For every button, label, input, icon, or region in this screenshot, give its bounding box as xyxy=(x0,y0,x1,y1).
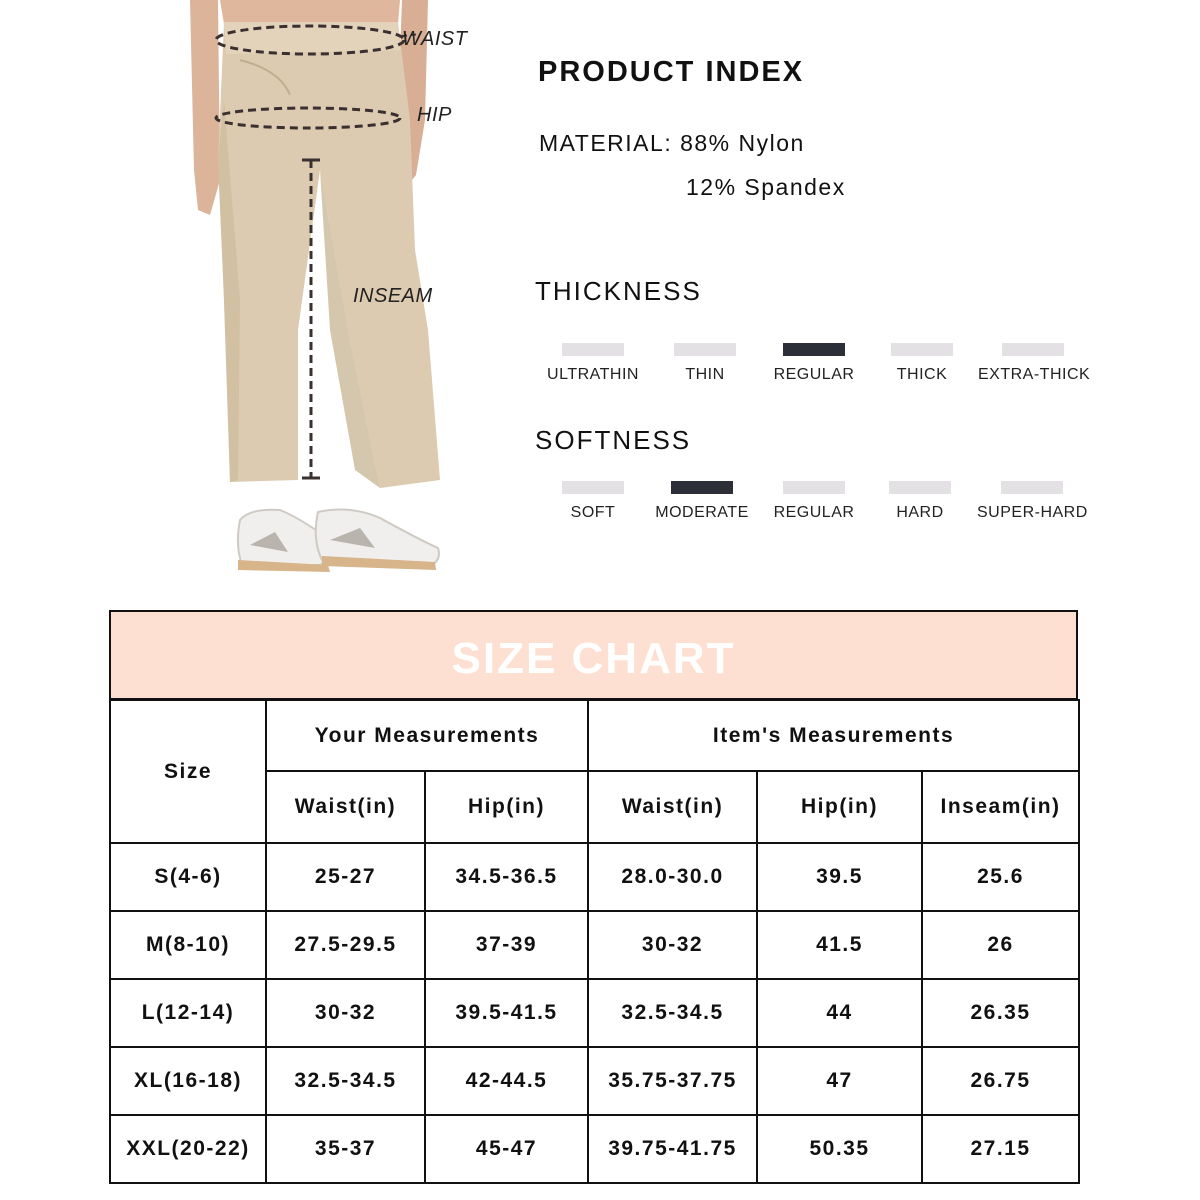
thickness-label: THIN xyxy=(685,366,725,383)
hip-label: HIP xyxy=(417,104,452,126)
table-cell: 47 xyxy=(757,1047,922,1115)
softness-label: SUPER-HARD xyxy=(977,504,1088,521)
table-cell: 37-39 xyxy=(425,911,588,979)
table-cell: 30-32 xyxy=(588,911,757,979)
thickness-option xyxy=(867,343,977,384)
pants-illustration xyxy=(180,0,500,580)
size-cell: L(12-14) xyxy=(110,979,266,1047)
thickness-option xyxy=(538,343,648,384)
thickness-bar xyxy=(562,343,624,356)
table-cell: 25-27 xyxy=(266,843,425,911)
table-cell: 44 xyxy=(757,979,922,1047)
table-cell: 42-44.5 xyxy=(425,1047,588,1115)
thickness-scale xyxy=(538,343,1091,403)
softness-scale xyxy=(538,481,1088,541)
softness-bar xyxy=(783,481,845,494)
table-cell: 35.75-37.75 xyxy=(588,1047,757,1115)
softness-option xyxy=(865,481,975,522)
thickness-option xyxy=(650,343,760,384)
softness-option xyxy=(977,481,1087,522)
item-measurements-header: Item's Measurements xyxy=(588,700,1079,771)
softness-option xyxy=(647,481,757,522)
your-measurements-header: Your Measurements xyxy=(266,700,588,771)
size-cell: XXL(20-22) xyxy=(110,1115,266,1183)
thickness-bar xyxy=(891,343,953,356)
column-header: Waist(in) xyxy=(266,771,425,843)
thickness-label: EXTRA-THICK xyxy=(978,366,1091,383)
table-cell: 45-47 xyxy=(425,1115,588,1183)
table-row xyxy=(110,911,1079,979)
thickness-label: ULTRATHIN xyxy=(547,366,639,383)
thickness-label: REGULAR xyxy=(773,366,855,383)
table-cell: 26.35 xyxy=(922,979,1079,1047)
size-chart-table xyxy=(109,699,1080,1184)
thickness-label: THICK xyxy=(896,366,948,383)
table-cell: 39.5 xyxy=(757,843,922,911)
softness-label: SOFT xyxy=(570,504,616,521)
material-line-1: MATERIAL: 88% Nylon xyxy=(539,130,805,156)
size-chart xyxy=(109,610,1078,1176)
inseam-label: INSEAM xyxy=(353,285,433,307)
product-model-image xyxy=(180,0,500,580)
column-header: Inseam(in) xyxy=(922,771,1079,843)
waist-label: WAIST xyxy=(402,28,468,50)
table-cell: 34.5-36.5 xyxy=(425,843,588,911)
table-cell: 27.15 xyxy=(922,1115,1079,1183)
table-row xyxy=(110,843,1079,911)
table-cell: 50.35 xyxy=(757,1115,922,1183)
table-cell: 25.6 xyxy=(922,843,1079,911)
table-cell: 32.5-34.5 xyxy=(266,1047,425,1115)
softness-bar xyxy=(889,481,951,494)
softness-label: REGULAR xyxy=(773,504,855,521)
thickness-option xyxy=(759,343,869,384)
size-cell: M(8-10) xyxy=(110,911,266,979)
table-cell: 30-32 xyxy=(266,979,425,1047)
size-column-header: Size xyxy=(110,700,266,843)
softness-label: MODERATE xyxy=(655,504,749,521)
table-cell: 32.5-34.5 xyxy=(588,979,757,1047)
softness-bar xyxy=(671,481,733,494)
column-header: Hip(in) xyxy=(757,771,922,843)
thickness-bar xyxy=(783,343,845,356)
table-cell: 35-37 xyxy=(266,1115,425,1183)
column-header: Waist(in) xyxy=(588,771,757,843)
column-header: Hip(in) xyxy=(425,771,588,843)
table-cell: 26.75 xyxy=(922,1047,1079,1115)
material-line-2: 12% Spandex xyxy=(686,174,846,200)
size-chart-header xyxy=(109,610,1078,700)
softness-option xyxy=(759,481,869,522)
table-row xyxy=(110,1047,1079,1115)
table-cell: 27.5-29.5 xyxy=(266,911,425,979)
product-index-title: PRODUCT INDEX xyxy=(538,56,805,88)
table-header-row xyxy=(110,700,1079,771)
softness-bar xyxy=(562,481,624,494)
softness-title: SOFTNESS xyxy=(535,425,692,455)
thickness-bar xyxy=(1002,343,1064,356)
table-cell: 39.75-41.75 xyxy=(588,1115,757,1183)
softness-option xyxy=(538,481,648,522)
table-cell: 26 xyxy=(922,911,1079,979)
thickness-bar xyxy=(674,343,736,356)
size-chart-title: SIZE CHART xyxy=(451,634,736,683)
table-cell: 28.0-30.0 xyxy=(588,843,757,911)
softness-label: HARD xyxy=(896,504,944,521)
size-cell: S(4-6) xyxy=(110,843,266,911)
table-cell: 39.5-41.5 xyxy=(425,979,588,1047)
size-cell: XL(16-18) xyxy=(110,1047,266,1115)
softness-bar xyxy=(1001,481,1063,494)
thickness-option xyxy=(978,343,1091,384)
table-cell: 41.5 xyxy=(757,911,922,979)
table-row xyxy=(110,1115,1079,1183)
thickness-title: THICKNESS xyxy=(535,276,702,306)
table-row xyxy=(110,979,1079,1047)
